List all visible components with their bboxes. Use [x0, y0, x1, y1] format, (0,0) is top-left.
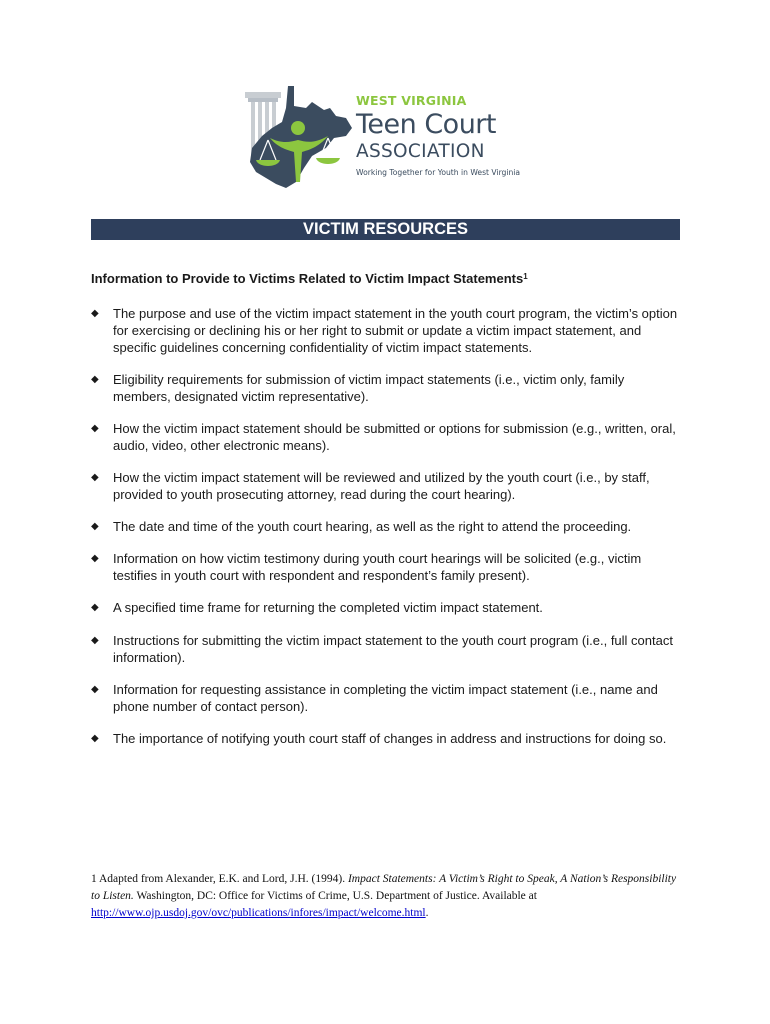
list-item-text: The date and time of the youth court hearing, as well as the right to attend the proceeding. [113, 519, 632, 534]
logo-text [356, 94, 536, 178]
logo-tagline: Working Together for Youth in West Virginia [356, 168, 521, 177]
list-item-text: The purpose and use of the victim impact statement in the youth court program, the victim’s option for exercising or declining his or her right to submit or update a victim impact statement, and specific guidelines concerning confidentiality of victim impact statements. [113, 306, 678, 355]
list-item-text: A specified time frame for returning the completed victim impact statement. [113, 600, 543, 615]
diamond-bullet-icon: ◆ [91, 374, 99, 385]
diamond-bullet-icon: ◆ [91, 553, 99, 564]
teen-court-logo-mark [242, 84, 354, 192]
footnote-prefix: 1 Adapted from Alexander, E.K. and Lord, J.H. (1994). [91, 873, 348, 885]
logo-state: WEST VIRGINIA [356, 93, 467, 108]
section-banner: VICTIM RESOURCES [91, 219, 680, 240]
diamond-bullet-icon: ◆ [91, 308, 99, 319]
footnote [91, 871, 681, 922]
list-item-text: The importance of notifying youth court staff of changes in address and instructions for doing so. [113, 731, 667, 746]
list-item-text: Eligibility requirements for submission of victim impact statements (i.e., victim only, family members, designated victim representative). [113, 372, 625, 404]
diamond-bullet-icon: ◆ [91, 635, 99, 646]
list-item-text: Instructions for submitting the victim impact statement to the youth court program (i.e., full contact information). [113, 633, 673, 665]
diamond-bullet-icon: ◆ [91, 602, 99, 613]
list-item-text: Information on how victim testimony during youth court hearings will be solicited (e.g., victim testifies in youth court with respondent and respondent’s family present). [113, 551, 642, 583]
logo-association: ASSOCIATION [356, 141, 485, 162]
diamond-bullet-icon: ◆ [91, 684, 99, 695]
footnote-title: Impact Statements: A Victim’s Right to Speak, A Nation’s Responsibility to Listen. [91, 873, 677, 902]
footnote-link[interactable]: http://www.ojp.usdoj.gov/ovc/publications/infores/impact/welcome.html [91, 907, 426, 919]
diamond-bullet-icon: ◆ [91, 733, 99, 744]
logo [242, 84, 532, 192]
diamond-bullet-icon: ◆ [91, 521, 99, 532]
list-item-text: How the victim impact statement will be reviewed and utilized by the youth court (i.e., by staff, provided to youth prosecuting attorney, read during the court hearing). [113, 470, 650, 502]
section-heading [91, 271, 528, 287]
footnote-suffix: . [425, 907, 429, 919]
footnote-rest: Washington, DC: Office for Victims of Crime, U.S. Department of Justice. Available at [133, 890, 537, 902]
diamond-bullet-icon: ◆ [91, 423, 99, 434]
logo-title: Teen Court [356, 109, 496, 140]
footnote-ref: 1 [523, 272, 528, 281]
list-item-text: How the victim impact statement should be submitted or options for submission (e.g., written, oral, audio, video, other electronic means). [113, 421, 676, 453]
list-item-text: Information for requesting assistance in completing the victim impact statement (i.e., name and phone number of contact person). [113, 682, 658, 714]
diamond-bullet-icon: ◆ [91, 472, 99, 483]
heading-text: Information to Provide to Victims Related to Victim Impact Statements [91, 271, 524, 286]
